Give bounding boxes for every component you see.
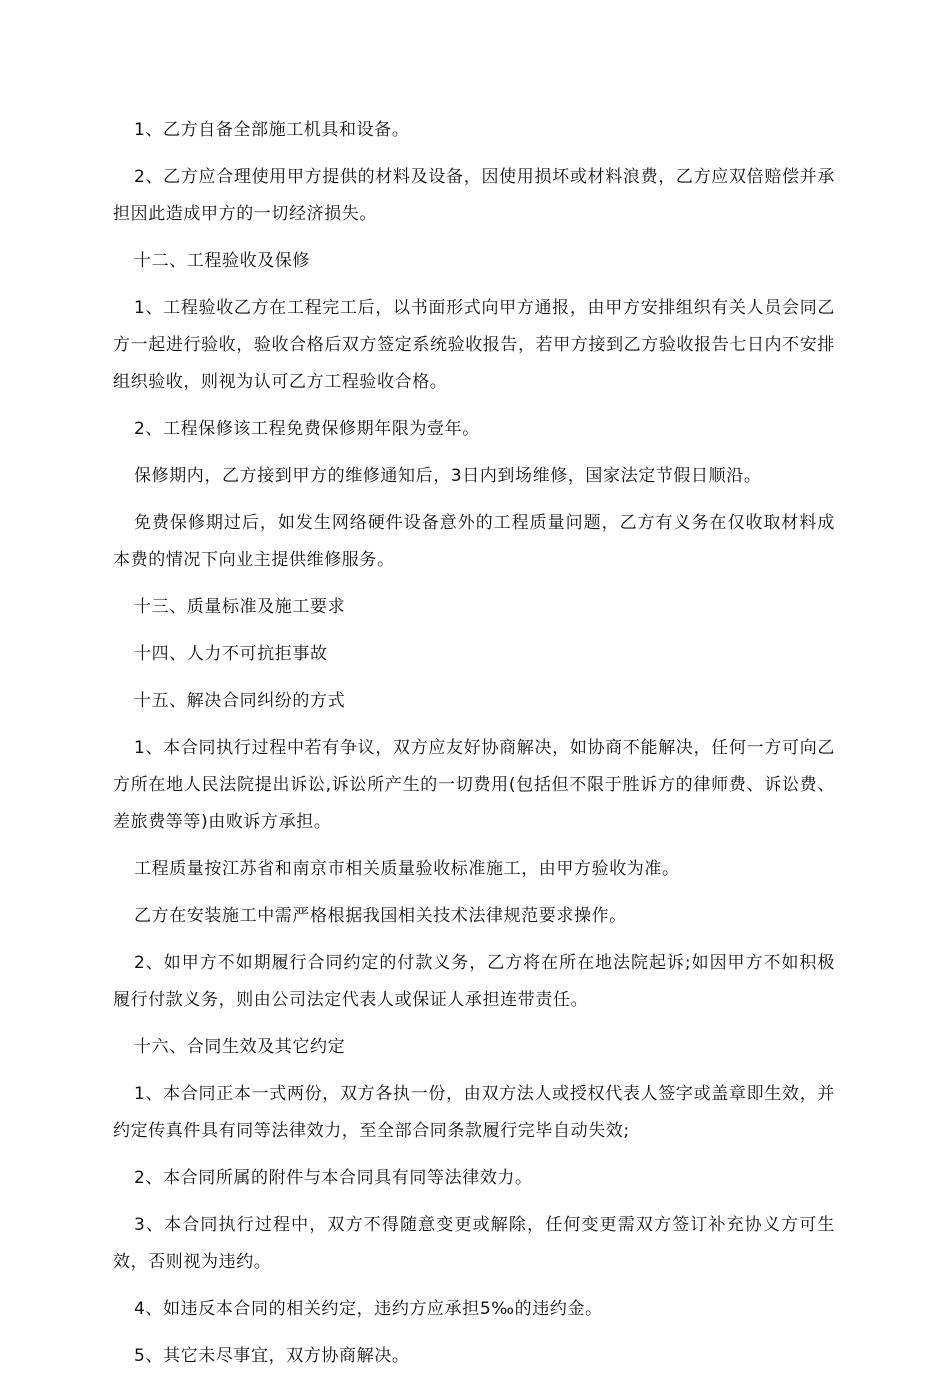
clause-text: 4、如违反本合同的相关约定，违约方应承担5‰的违约金。: [134, 1299, 603, 1319]
clause-text: 3、本合同执行过程中，双方不得随意变更或解除，任何变更需双方签订补充协义方可生效，否则视为违约。: [113, 1215, 835, 1272]
clause-text: 免费保修期过后，如发生网络硬件设备意外的工程质量问题，乙方有义务在仅收取材料成本费的情况下向业主提供维修服务。: [113, 513, 835, 570]
clause-text: 乙方在安装施工中需严格根据我国相关技术法律规范要求操作。: [134, 906, 627, 926]
clause-text: 2、工程保修该工程免费保修期年限为壹年。: [134, 419, 480, 439]
section-heading: 十二、工程验收及保修: [134, 251, 310, 271]
section-heading: 十五、解决合同纠纷的方式: [134, 691, 346, 711]
clause-text: 1、本合同执行过程中若有争议，双方应友好协商解决，如协商不能解决，任何一方可向乙方所在地人民法院提出诉讼,诉讼所产生的一切费用(包括但不限于胜诉方的律师费、诉讼费、差旅费等等)由败诉方承担。: [113, 738, 835, 832]
clause-text: 1、乙方自备全部施工机具和设备。: [134, 120, 410, 140]
clause-text: 2、乙方应合理使用甲方提供的材料及设备，因使用损坏或材料浪费，乙方应双倍赔偿并承担因此造成甲方的一切经济损失。: [113, 167, 835, 224]
clause-text: 保修期内，乙方接到甲方的维修通知后，3日内到场维修，国家法定节假日顺沿。: [134, 466, 762, 486]
section-heading: 十三、质量标准及施工要求: [134, 597, 346, 617]
section-heading: 十六、合同生效及其它约定: [134, 1037, 346, 1057]
clause-text: 2、如甲方不如期履行合同约定的付款义务，乙方将在所在地法院起诉;如因甲方不如积极履行付款义务，则由公司法定代表人或保证人承担连带责任。: [113, 953, 835, 1010]
clause-text: 2、本合同所属的附件与本合同具有同等法律效力。: [134, 1168, 533, 1188]
clause-text: 1、工程验收乙方在工程完工后，以书面形式向甲方通报，由甲方安排组织有关人员会同乙方一起进行验收，验收合格后双方签定系统验收报告，若甲方接到乙方验收报告七日内不安排组织验收，则视为认可乙方工程验收合格。: [113, 298, 835, 392]
clause-text: 工程质量按江苏省和南京市相关质量验收标准施工，由甲方验收为准。: [134, 859, 680, 879]
clause-text: 1、本合同正本一式两份，双方各执一份，由双方法人或授权代表人签字或盖章即生效，并约定传真件具有同等法律效力，至全部合同条款履行完毕自动失效;: [113, 1084, 835, 1141]
section-heading: 十四、人力不可抗拒事故: [134, 644, 328, 664]
clause-text: 5、其它未尽事宜，双方协商解决。: [134, 1346, 410, 1366]
document-page: [113, 112, 835, 1385]
